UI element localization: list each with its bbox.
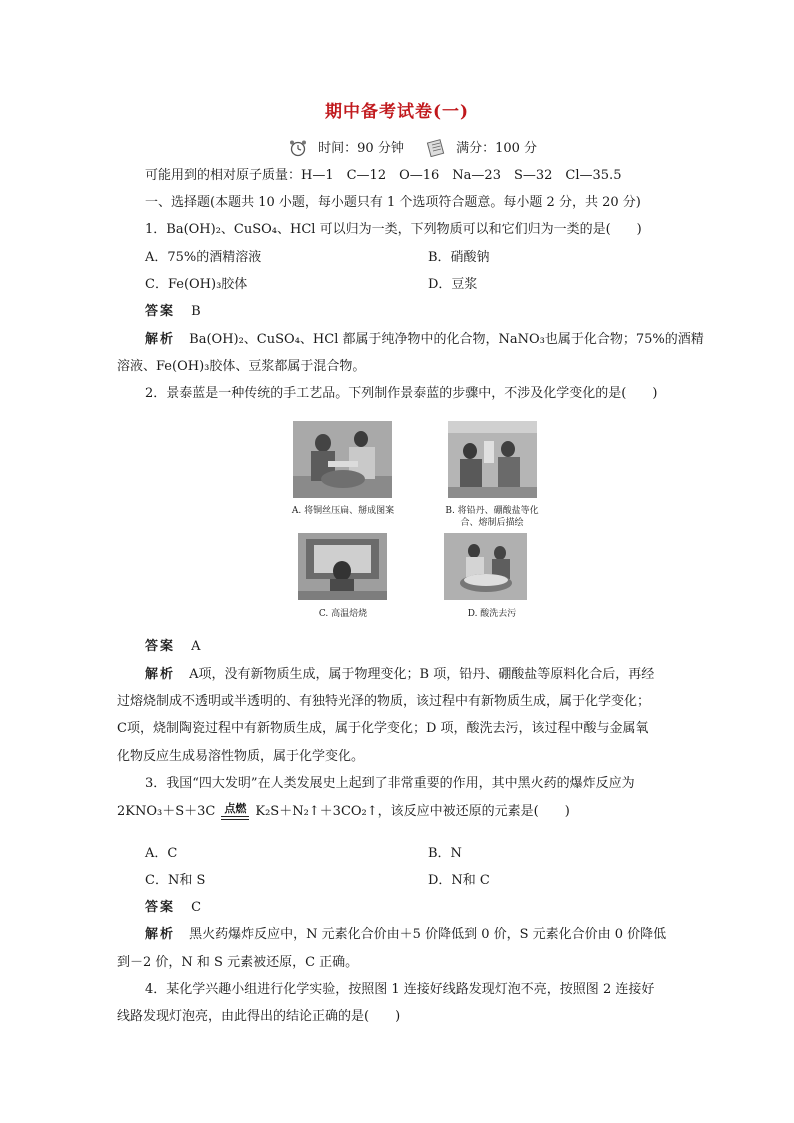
figure-b-illustration <box>448 421 537 498</box>
figure-b-caption <box>417 505 567 529</box>
figure-c-illustration <box>298 533 387 600</box>
section-heading: 一、选择题(本题共 10 小题，每小题只有 1 个选项符合题意。每小题 2 分，共 20 分) <box>145 195 641 210</box>
answer-label: 答案 <box>145 304 176 319</box>
figure-b-caption-line-1: B. 将铅丹、硼酸盐等化 <box>445 506 539 516</box>
q1-option-a: A．75%的酒精溶液 <box>145 250 262 265</box>
reaction-condition-label: 点燃 <box>224 802 247 815</box>
atomic-masses: 可能用到的相对原子质量：H—1 C—12 O—16 Na—23 S—32 Cl—35.5 <box>145 168 622 183</box>
q2-analysis-line-3: C项，烧制陶瓷过程中有新物质生成，属于化学变化；D 项，酸洗去污，该过程中酸与金属氧 <box>117 721 649 736</box>
analysis-label: 解析 <box>145 927 176 942</box>
q1-option-b: B．硝酸钠 <box>428 250 490 265</box>
q3-equation <box>117 803 570 821</box>
analysis-text: Ba(OH)₂、CuSO₄、HCl 都属于纯净物中的化合物，NaNO₃也属于化合物；75%的酒精 <box>189 332 704 347</box>
q3-analysis-line-2: 到－2 价，N 和 S 元素被还原，C 正确。 <box>117 955 359 970</box>
q2-answer <box>145 638 201 656</box>
answer-value: B <box>191 304 201 319</box>
q1-analysis-line-2: 溶液、Fe(OH)₃胶体、豆浆都属于混合物。 <box>117 359 366 374</box>
q2-analysis-line-1 <box>145 666 654 684</box>
figure-b-caption-line-2: 合、熔制后描绘 <box>460 518 524 528</box>
figure-d-caption: D. 酸洗去污 <box>467 609 517 619</box>
reaction-condition <box>221 803 249 820</box>
q3-option-d: D．N和 C <box>428 873 490 888</box>
q2-stem: 2．景泰蓝是一种传统的手工艺品。下列制作景泰蓝的步骤中，不涉及化学变化的是( ) <box>145 386 658 401</box>
q1-answer <box>145 303 201 321</box>
exam-info <box>288 139 537 158</box>
analysis-label: 解析 <box>145 667 176 682</box>
q1-analysis-line-1 <box>145 331 704 349</box>
q1-stem: 1．Ba(OH)₂、CuSO₄、HCl 可以归为一类，下列物质可以和它们归为一类的是( ) <box>145 222 642 237</box>
q2-analysis-line-2: 过熔烧制成不透明或半透明的、有独特光泽的物质，该过程中有新物质生成，属于化学变化； <box>117 694 651 709</box>
q4-stem-line-1: 4．某化学兴趣小组进行化学实验，按照图 1 连接好线路发现灯泡不亮，按照图 2 连接好 <box>145 982 655 997</box>
answer-value: C <box>191 900 202 915</box>
q4-stem-line-2: 线路发现灯泡亮，由此得出的结论正确的是( ) <box>117 1009 401 1024</box>
q3-option-c: C．N和 S <box>145 873 206 888</box>
q1-option-d: D．豆浆 <box>428 277 478 292</box>
clock-icon <box>288 139 308 157</box>
q3-stem-line-1: 3．我国“四大发明”在人类发展史上起到了非常重要的作用，其中黑火药的爆炸反应为 <box>145 776 635 791</box>
equation-products: K₂S＋N₂↑＋3CO₂↑，该反应中被还原的元素是( ) <box>255 804 570 819</box>
figure-c-caption: C. 高温焙烧 <box>318 609 368 619</box>
exam-score: 满分：100 分 <box>456 140 538 156</box>
analysis-text: A项，没有新物质生成，属于物理变化；B 项，铅丹、硼酸盐等原料化合后，再经 <box>189 667 655 682</box>
equation-reactants: 2KNO₃＋S＋3C <box>117 804 216 819</box>
analysis-label: 解析 <box>145 332 176 347</box>
page-title: 期中备考试卷(一) <box>324 102 470 122</box>
answer-value: A <box>191 639 201 654</box>
answer-label: 答案 <box>145 900 176 915</box>
q2-analysis-line-4: 化物反应生成易溶性物质，属于化学变化。 <box>117 749 365 764</box>
answer-label: 答案 <box>145 639 176 654</box>
paper-icon <box>426 139 448 157</box>
q1-option-c: C．Fe(OH)₃胶体 <box>145 277 248 292</box>
analysis-text: 黑火药爆炸反应中，N 元素化合价由＋5 价降低到 0 价，S 元素化合价由 0 价降低 <box>189 927 667 942</box>
q3-option-b: B．N <box>428 846 462 861</box>
figure-a-caption: A. 将铜丝压扁、掰成图案 <box>291 506 395 516</box>
figure-d-illustration <box>444 533 527 600</box>
exam-time: 时间：90 分钟 <box>318 140 404 156</box>
q3-option-a: A．C <box>145 846 178 861</box>
figure-a-illustration <box>293 421 392 498</box>
q3-answer <box>145 899 201 917</box>
q3-analysis-line-1 <box>145 926 666 944</box>
